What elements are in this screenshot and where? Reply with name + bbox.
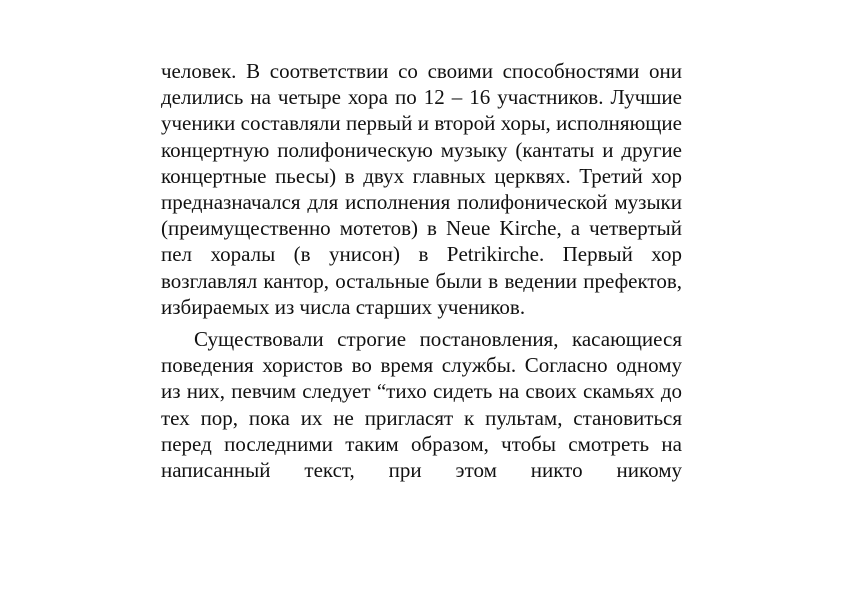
paragraph: человек. В соответствии со своими способностями они делились на четыре хора по 12 – 16 участников. Лучшие ученики составляли первый и второй хоры, исполняющие концертную полифоническую музыку (кантаты и другие концертные пьесы) в двух главных церквях. Третий хор предназначался для исполнения полифонической музыки (преимущественно мотетов) в Neue Kirche, а четвертый пел хоралы (в унисон) в Petrikirche. Первый хор возглавлял кантор, остальные были в ведении префектов, избираемых из числа старших учеников. xyxy=(161,59,682,319)
body-text xyxy=(161,58,682,483)
paragraph: Существовали строгие постановления, касающиеся поведения хористов во время службы. Согласно одному из них, певчим следует “тихо сидеть на своих скамьях до тех пор, пока их не пригласят к пультам, становиться перед последними таким образом, чтобы смотреть на написанный текст, при этом никто никому xyxy=(161,327,682,483)
